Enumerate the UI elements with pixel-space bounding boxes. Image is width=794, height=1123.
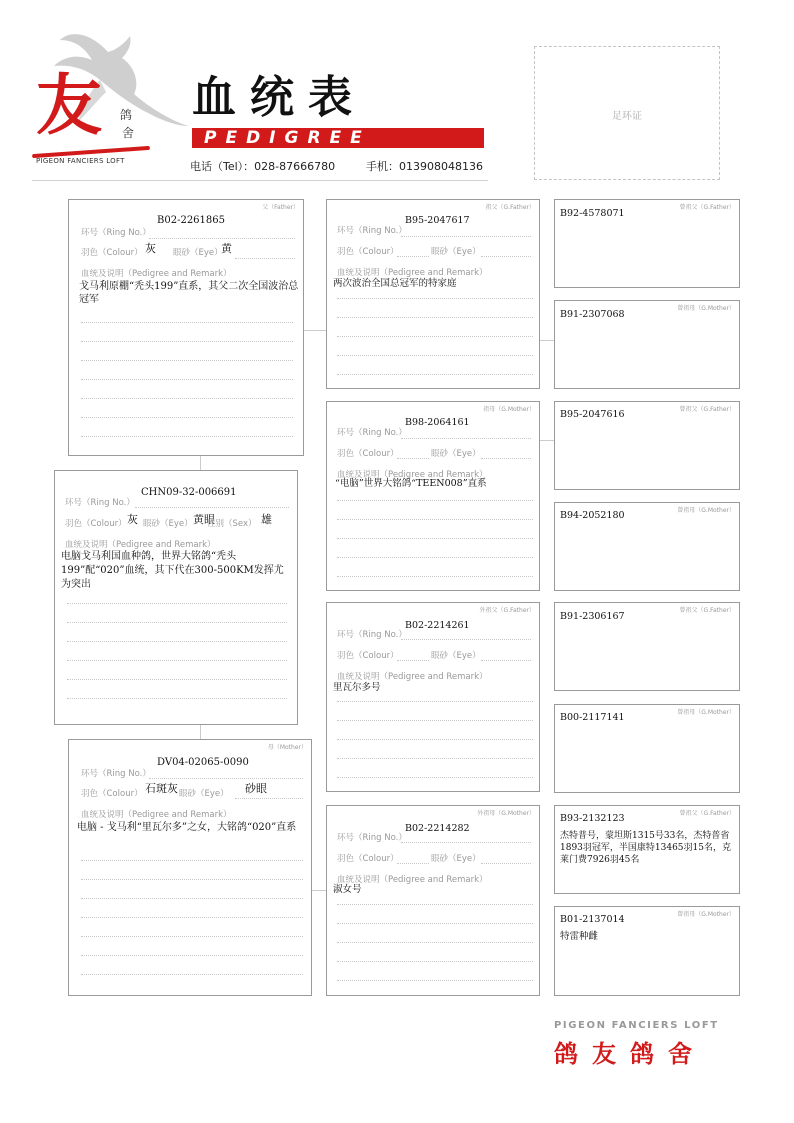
mother-colour: 石斑灰	[145, 782, 178, 795]
father-ring: B02-2261865	[157, 215, 225, 226]
eye-label: 眼砂（Eye）	[431, 854, 481, 864]
gm-ring: B98-2064161	[405, 417, 470, 428]
remark-label: 血统及说明（Pedigree and Remark）	[337, 672, 488, 682]
eye-label: 眼砂（Eye）	[173, 248, 223, 258]
eye-label: 眼砂（Eye）	[431, 449, 481, 459]
father-tag: 父（Father）	[262, 204, 299, 211]
phone-line: 电话（Tel）：028-87666780	[190, 160, 336, 173]
title-cn: 血统表	[192, 72, 366, 123]
remark-line	[81, 436, 293, 437]
colour-label: 羽色（Colour）	[337, 247, 399, 257]
eye-label: 眼砂（Eye）	[143, 519, 193, 529]
remark-line	[67, 660, 287, 661]
mgf-tag: 外祖父（G.Father）	[479, 607, 535, 614]
remark-line	[81, 379, 293, 380]
remark-line	[337, 317, 533, 318]
ring-label: 环号（Ring No.）	[81, 228, 151, 238]
maternal-grandfather-box	[326, 602, 540, 792]
ggp-ring: B91-2307068	[560, 309, 625, 320]
eye-label: 眼砂（Eye）	[431, 247, 481, 257]
eye-label: 眼砂（Eye）	[179, 789, 229, 799]
remark-line	[81, 417, 293, 418]
mgf-remark: 里瓦尔多号	[333, 682, 381, 693]
ring-label: 环号（Ring No.）	[65, 498, 135, 508]
remark-line	[337, 557, 533, 558]
remark-label: 血统及说明（Pedigree and Remark）	[65, 540, 216, 550]
remark-line	[81, 860, 303, 861]
field-line	[481, 660, 531, 661]
remark-label: 血统及说明（Pedigree and Remark）	[337, 268, 488, 278]
field-line	[235, 258, 295, 259]
ring-label: 环号（Ring No.）	[337, 630, 407, 640]
ggp-tag: 曾祖母（G.Mother）	[677, 911, 735, 918]
connector	[312, 890, 326, 891]
remark-line	[81, 917, 303, 918]
mother-tag: 母（Mother）	[267, 744, 307, 751]
header-rule	[32, 180, 488, 181]
field-line	[149, 238, 295, 239]
remark-label: 血统及说明（Pedigree and Remark）	[337, 470, 488, 480]
ring-label: 环号（Ring No.）	[337, 428, 407, 438]
great-grandparent-box	[554, 906, 740, 996]
gf-ring: B95-2047617	[405, 215, 470, 226]
logo-char: 友	[36, 66, 102, 144]
remark-line	[337, 576, 533, 577]
father-colour: 灰	[145, 242, 156, 255]
subject-colour: 灰	[127, 513, 138, 526]
field-line	[401, 438, 531, 439]
father-box	[68, 199, 304, 456]
maternal-grandmother-box	[326, 805, 540, 996]
ggp-tag: 曾祖母（G.Mother）	[677, 305, 735, 312]
field-line	[481, 458, 531, 459]
ggp-tag: 曾祖父（G.Father）	[679, 607, 735, 614]
header	[0, 0, 794, 190]
father-remark: 戈马利原棚“秃头199”直系，其父二次全国波治总冠军	[79, 281, 299, 305]
remark-line	[67, 622, 287, 623]
remark-line	[81, 398, 293, 399]
grandmother-box	[326, 401, 540, 591]
ggp-ring: B01-2137014	[560, 914, 625, 925]
ggp-ring: B94-2052180	[560, 510, 625, 521]
gf-tag: 祖父（G.Father）	[485, 204, 535, 211]
colour-label: 羽色（Colour）	[337, 854, 399, 864]
remark-line	[337, 777, 533, 778]
title-en: PEDIGREE	[204, 128, 371, 148]
photo-box	[534, 46, 720, 180]
field-line	[135, 507, 289, 508]
colour-label: 羽色（Colour）	[65, 519, 127, 529]
remark-line	[337, 904, 533, 905]
ggp-tag: 曾祖父（G.Father）	[679, 204, 735, 211]
remark-line	[337, 374, 533, 375]
colour-label: 羽色（Colour）	[81, 248, 143, 258]
ggp-remark: 杰特普号，蒙坦斯1315号33名，杰特普省1893羽冠军，半国康特13465羽15名，克莱门费7926羽45名	[560, 831, 731, 865]
subject-remark: 电脑戈马利国血种鸽，世界大铭鸽“秃头199”配“020”血统，其下代在300-500KM发挥尤为突出	[61, 551, 284, 590]
remark-line	[81, 974, 303, 975]
remark-line	[81, 898, 303, 899]
remark-line	[81, 341, 293, 342]
remark-line	[337, 720, 533, 721]
field-line	[401, 842, 531, 843]
remark-label: 血统及说明（Pedigree and Remark）	[81, 810, 232, 820]
great-grandparent-box	[554, 502, 740, 591]
logo-small-1: 鸽	[120, 108, 133, 122]
remark-line	[337, 538, 533, 539]
remark-line	[337, 355, 533, 356]
field-line	[481, 863, 531, 864]
connector	[200, 725, 201, 739]
subject-eye: 黄眼	[193, 513, 215, 526]
field-line	[397, 256, 429, 257]
remark-line	[337, 336, 533, 337]
gm-tag: 祖母（G.Mother）	[483, 406, 535, 413]
remark-line	[67, 698, 287, 699]
grandfather-box	[326, 199, 540, 389]
ggp-ring: B93-2132123	[560, 813, 625, 824]
father-eye: 黄	[221, 242, 232, 255]
remark-line	[337, 298, 533, 299]
mgm-tag: 外祖母（G.Mother）	[477, 810, 535, 817]
field-line	[481, 256, 531, 257]
photo-label: 足环证	[612, 111, 642, 122]
subject-box	[54, 470, 298, 725]
gf-remark: 两次波治全国总冠军的特家庭	[333, 278, 457, 289]
ggp-ring: B95-2047616	[560, 409, 625, 420]
field-line	[401, 236, 531, 237]
remark-label: 血统及说明（Pedigree and Remark）	[337, 875, 488, 885]
remark-line	[337, 961, 533, 962]
great-grandparent-box	[554, 199, 740, 288]
field-line	[235, 798, 303, 799]
ggp-ring: B00-2117141	[560, 712, 625, 723]
connector	[540, 340, 554, 341]
remark-line	[337, 739, 533, 740]
remark-line	[67, 679, 287, 680]
ggp-tag: 曾祖父（G.Father）	[679, 406, 735, 413]
great-grandparent-box	[554, 602, 740, 691]
colour-label: 羽色（Colour）	[337, 651, 399, 661]
remark-line	[337, 980, 533, 981]
eye-label: 眼砂（Eye）	[431, 651, 481, 661]
field-line	[149, 778, 303, 779]
remark-line	[81, 322, 293, 323]
mother-box	[68, 739, 312, 996]
ring-label: 环号（Ring No.）	[337, 226, 407, 236]
connector	[304, 330, 326, 331]
subject-sex: 雄	[261, 513, 272, 526]
great-grandparent-box	[554, 704, 740, 793]
field-line	[401, 639, 531, 640]
remark-line	[81, 955, 303, 956]
logo-caption: PIGEON FANCIERS LOFT	[36, 157, 125, 165]
field-line	[397, 660, 429, 661]
sex-label: 性别（Sex）	[207, 519, 257, 529]
mobile-line: 手机：013908048136	[366, 160, 483, 173]
gm-remark: “电脑”世界大铭鸽“TEEN008”直系	[335, 478, 487, 489]
remark-label: 血统及说明（Pedigree and Remark）	[81, 269, 232, 279]
remark-line	[81, 936, 303, 937]
connector	[540, 440, 554, 441]
mgm-remark: 淑女号	[333, 884, 362, 895]
footer-cn: 鸽友鸽舍	[554, 1039, 706, 1068]
ggp-tag: 曾祖父（G.Father）	[679, 810, 735, 817]
ggp-tag: 曾祖母（G.Mother）	[677, 507, 735, 514]
great-grandparent-box	[554, 300, 740, 389]
remark-line	[67, 603, 287, 604]
colour-label: 羽色（Colour）	[337, 449, 399, 459]
remark-line	[337, 923, 533, 924]
field-line	[397, 458, 429, 459]
logo-small-2: 舍	[122, 126, 135, 140]
colour-label: 羽色（Colour）	[81, 789, 143, 799]
remark-line	[81, 360, 293, 361]
mother-eye: 砂眼	[245, 782, 267, 795]
ggp-ring: B91-2306167	[560, 611, 625, 622]
remark-line	[337, 500, 533, 501]
ggp-ring: B92-4578071	[560, 208, 625, 219]
ggp-tag: 曾祖母（G.Mother）	[677, 709, 735, 716]
ggp-remark: 特雷种雌	[560, 931, 599, 942]
connector	[200, 456, 201, 470]
remark-line	[337, 701, 533, 702]
footer-en: PIGEON FANCIERS LOFT	[554, 1020, 719, 1031]
remark-line	[337, 758, 533, 759]
remark-line	[81, 879, 303, 880]
great-grandparent-box	[554, 401, 740, 490]
remark-line	[337, 519, 533, 520]
mother-remark: 电脑 - 戈马利“里瓦尔多”之女，大铭鸽“020”直系	[77, 822, 297, 833]
remark-line	[67, 641, 287, 642]
remark-line	[337, 942, 533, 943]
great-grandparent-box	[554, 805, 740, 894]
mgf-ring: B02-2214261	[405, 620, 470, 631]
ring-label: 环号（Ring No.）	[337, 833, 407, 843]
subject-ring: CHN09-32-006691	[141, 487, 237, 498]
mother-ring: DV04-02065-0090	[157, 757, 249, 768]
field-line	[397, 863, 429, 864]
ring-label: 环号（Ring No.）	[81, 769, 151, 779]
mgm-ring: B02-2214282	[405, 823, 470, 834]
